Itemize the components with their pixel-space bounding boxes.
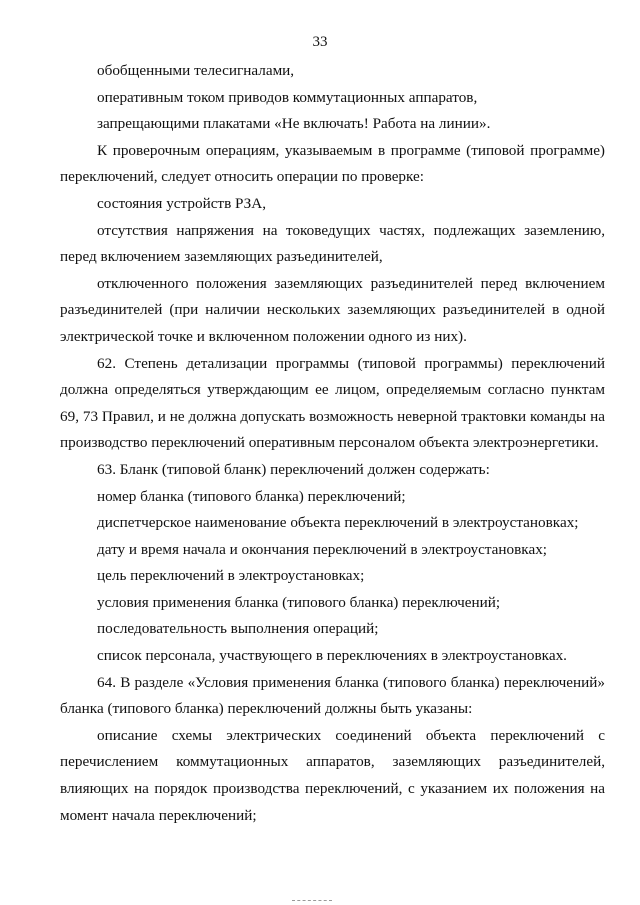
document-body (60, 58, 605, 829)
paragraph-6: отсутствия напряжения на токоведущих частях, подлежащих заземлению, перед включением заземляющих разъединителей, (60, 221, 605, 266)
paragraph-64: 64. В разделе «Условия применения бланка (типового бланка) переключений» бланка (типового бланка) переключений должны быть указаны: (60, 673, 605, 718)
paragraph-63-item-4: цель переключений в электроустановках; (97, 567, 365, 585)
paragraph-63: 63. Бланк (типовой бланк) переключений должен содержать: (97, 460, 490, 478)
paragraph-4: К проверочным операциям, указываемым в программе (типовой программе) переключений, следует относить операции по проверке: (60, 141, 605, 186)
paragraph-3: запрещающими плакатами «Не включать! Работа на линии». (97, 115, 491, 133)
page-number: 33 (312, 34, 328, 50)
paragraph-63-item-5: условия применения бланка (типового бланка) переключений; (97, 593, 501, 611)
paragraph-62: 62. Степень детализации программы (типовой программы) переключений должна определяться утверждающим ее лицом, определяемым согласно пунктам 69, 73 Правил, и не должна допускать возможность неверной трактовки команды на производство переключений оперативным персоналом объекта электроэнергетики. (60, 354, 605, 452)
bottom-scan-mark (292, 900, 332, 902)
paragraph-63-item-1: номер бланка (типового бланка) переключений; (97, 487, 406, 505)
paragraph-5: состояния устройств РЗА, (97, 194, 267, 212)
paragraph-63-item-6: последовательность выполнения операций; (97, 620, 379, 638)
paragraph-64-item-1: описание схемы электрических соединений объекта переключений с перечислением коммутационных аппаратов, заземляющих разъединителей, влияющих на порядок производства переключений, с указанием их положения на момент начала переключений; (60, 726, 605, 824)
paragraph-63-item-7: список персонала, участвующего в переключениях в электроустановках. (97, 647, 567, 665)
paragraph-2: оперативным током приводов коммутационных аппаратов, (97, 88, 478, 106)
paragraph-7: отключенного положения заземляющих разъединителей перед включением разъединителей (при наличии нескольких заземляющих разъединителей в одной электрической точке и включенном положении одного из них). (60, 274, 605, 345)
paragraph-63-item-3: дату и время начала и окончания переключений в электроустановках; (97, 540, 548, 558)
paragraph-63-item-2: диспетчерское наименование объекта переключений в электроустановках; (97, 514, 579, 532)
paragraph-1: обобщенными телесигналами, (97, 62, 295, 79)
